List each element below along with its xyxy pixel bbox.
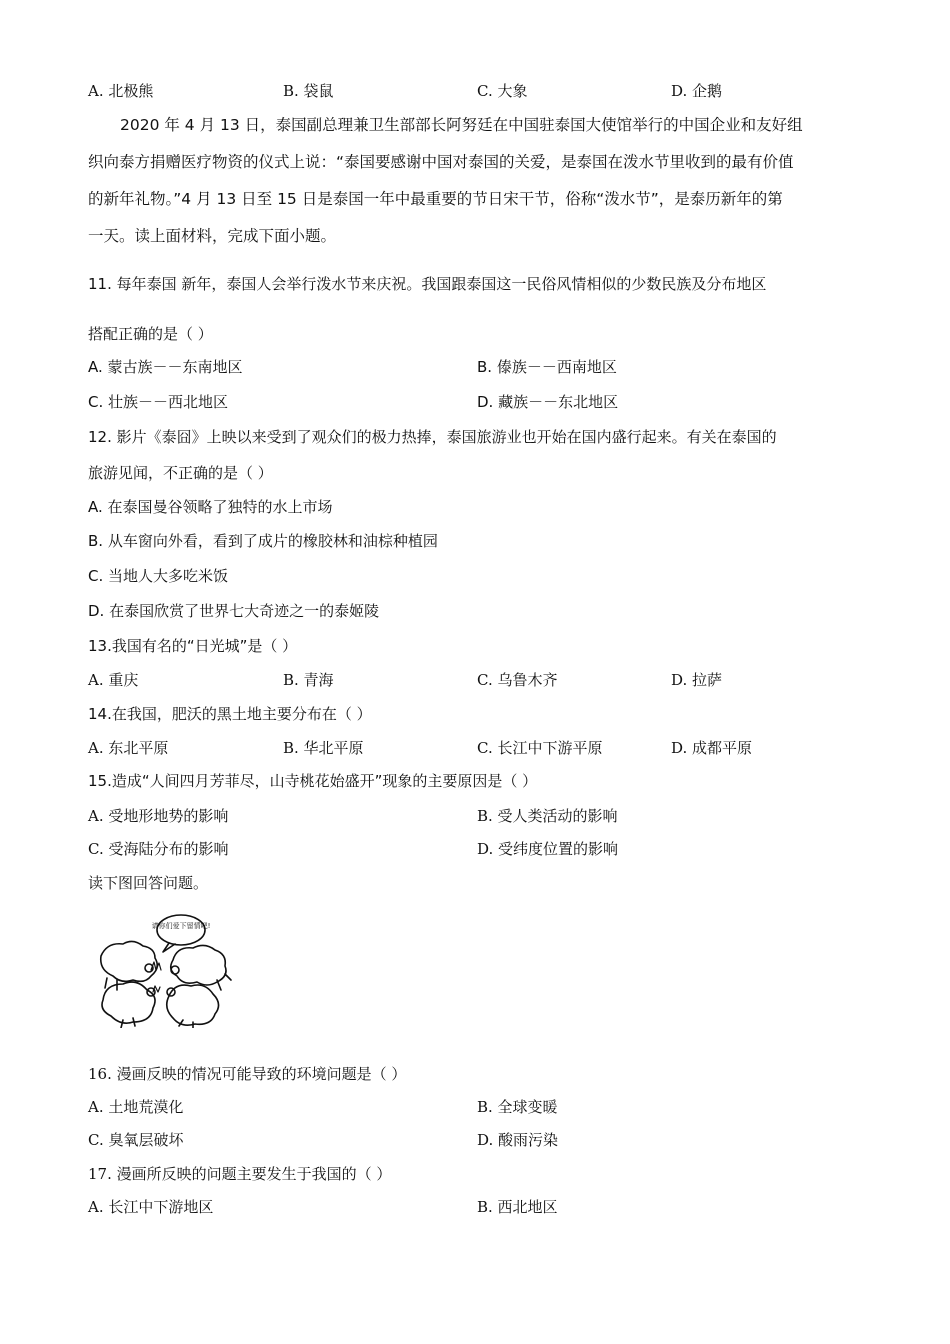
passage-line-4: 一天。读上面材料，完成下面小题。 — [88, 227, 337, 245]
q15-stem: 15.造成“人间四月芳菲尽，山寺桃花始盛开”现象的主要原因是（ ） — [88, 772, 538, 790]
q15-option-c[interactable]: C. 受海陆分布的影响 — [88, 840, 229, 858]
q12-option-d[interactable]: D. 在泰国欣赏了世界七大奇迹之一的泰姬陵 — [88, 602, 380, 620]
q12-option-b[interactable]: B. 从车窗向外看，看到了成片的橡胶林和油棕种植园 — [88, 532, 438, 550]
q13-option-c[interactable]: C. 乌鲁木齐 — [477, 671, 558, 689]
q16-option-d[interactable]: D. 酸雨污染 — [477, 1131, 559, 1149]
q11-option-d[interactable]: D. 藏族－－东北地区 — [477, 393, 619, 411]
q15-option-a[interactable]: A. 受地形地势的影响 — [88, 807, 229, 825]
q13-option-d[interactable]: D. 拉萨 — [671, 671, 723, 689]
q17-stem: 17. 漫画所反映的问题主要发生于我国的（ ） — [88, 1165, 392, 1183]
q12-option-a[interactable]: A. 在泰国曼谷领略了独特的水上市场 — [88, 498, 333, 516]
q10-option-d[interactable]: D. 企鹅 — [671, 82, 723, 100]
q10-option-b[interactable]: B. 袋鼠 — [283, 82, 334, 100]
q14-option-d[interactable]: D. 成都平原 — [671, 739, 753, 757]
q14-option-c[interactable]: C. 长江中下游平原 — [477, 739, 603, 757]
q15-option-b[interactable]: B. 受人类活动的影响 — [477, 807, 618, 825]
passage-line-2: 织向泰方捐赠医疗物资的仪式上说：“泰国要感谢中国对泰国的关爱，是泰国在泼水节里收到的最有价值 — [88, 153, 794, 171]
q16-option-a[interactable]: A. 土地荒漠化 — [88, 1098, 184, 1116]
passage-line-1: 2020 年 4 月 13 日，泰国副总理兼卫生部部长阿努廷在中国驻泰国大使馆举行的中国企业和友好组 — [120, 116, 803, 134]
q11-option-c[interactable]: C. 壮族－－西北地区 — [88, 393, 229, 411]
read-figure-prompt: 读下图回答问题。 — [88, 874, 209, 892]
q16-stem: 16. 漫画反映的情况可能导致的环境问题是（ ） — [88, 1065, 407, 1083]
q13-option-b[interactable]: B. 青海 — [283, 671, 334, 689]
q11-option-b[interactable]: B. 傣族－－西南地区 — [477, 358, 617, 376]
q13-stem: 13.我国有名的“日光城”是（ ） — [88, 637, 298, 655]
q14-option-b[interactable]: B. 华北平原 — [283, 739, 364, 757]
sheep-top-right — [171, 945, 226, 985]
q12-stem-line-2: 旅游见闻，不正确的是（ ） — [88, 464, 273, 482]
q11-stem-line-2: 搭配正确的是（ ） — [88, 325, 213, 343]
q11-stem-line-1: 11. 每年泰国 新年，泰国人会举行泼水节来庆祝。我国跟泰国这一民俗风情相似的少数民族及分布地区 — [88, 275, 767, 293]
q10-option-a[interactable]: A. 北极熊 — [88, 82, 154, 100]
q15-option-d[interactable]: D. 受纬度位置的影响 — [477, 840, 619, 858]
grazing-sheep-cartoon — [93, 908, 238, 1028]
q16-option-c[interactable]: C. 臭氧层破坏 — [88, 1131, 184, 1149]
q10-option-c[interactable]: C. 大象 — [477, 82, 528, 100]
q17-option-b[interactable]: B. 西北地区 — [477, 1198, 558, 1216]
sheep-top-left — [101, 941, 158, 981]
q13-option-a[interactable]: A. 重庆 — [88, 671, 139, 689]
speech-bubble — [157, 915, 205, 945]
q12-stem-line-1: 12. 影片《泰囧》上映以来受到了观众们的极力热捧，泰国旅游业也开始在国内盛行起来。有关在泰国的 — [88, 428, 777, 446]
cartoon-drawing — [93, 908, 238, 1028]
q14-option-a[interactable]: A. 东北平原 — [88, 739, 169, 757]
q12-option-c[interactable]: C. 当地人大多吃米饭 — [88, 567, 229, 585]
passage-line-3: 的新年礼物。”4 月 13 日至 15 日是泰国一年中最重要的节日宋干节，俗称“泼水节”，是泰历新年的第 — [88, 190, 783, 208]
q16-option-b[interactable]: B. 全球变暖 — [477, 1098, 558, 1116]
q14-stem: 14.在我国，肥沃的黑土地主要分布在（ ） — [88, 705, 372, 723]
q11-option-a[interactable]: A. 蒙古族－－东南地区 — [88, 358, 243, 376]
q17-option-a[interactable]: A. 长江中下游地区 — [88, 1198, 214, 1216]
sheep-bottom-left — [102, 982, 155, 1023]
speech-bubble-text: 请你们爱下留情吧! — [151, 922, 211, 930]
